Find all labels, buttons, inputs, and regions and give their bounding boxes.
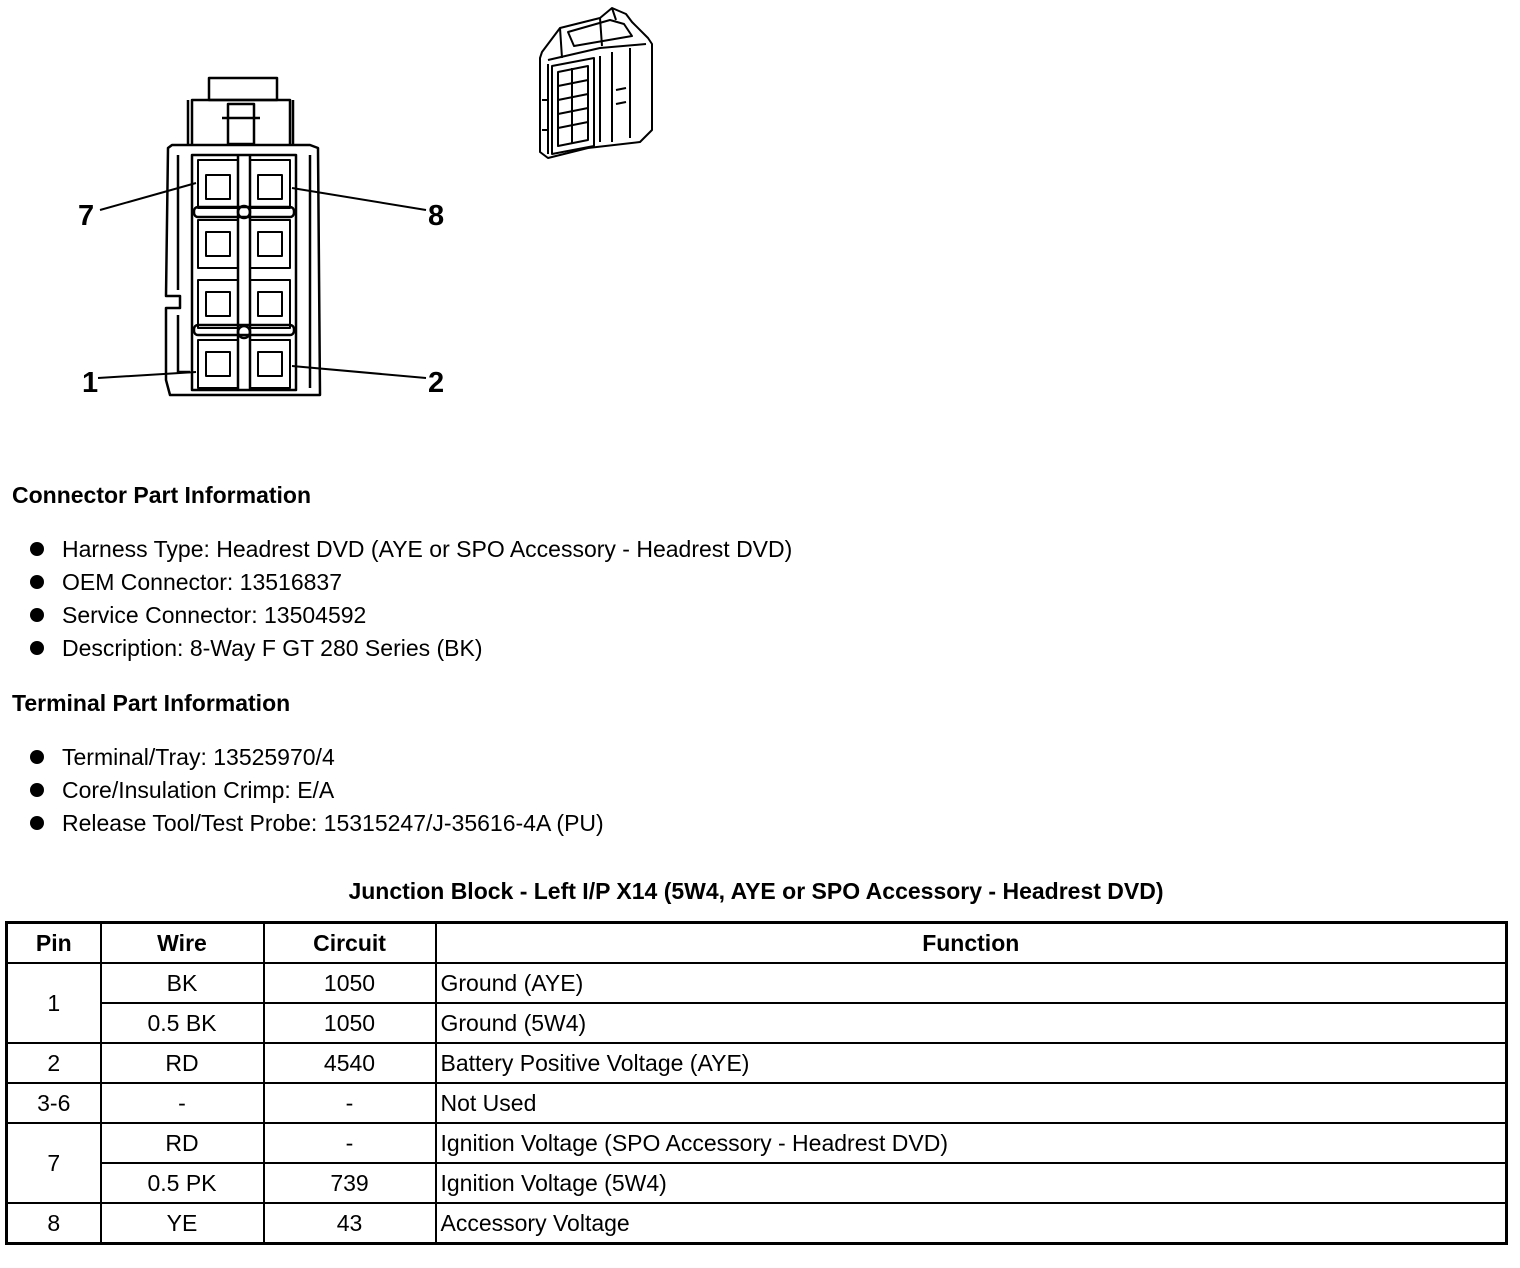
table-row	[7, 1163, 1507, 1203]
table-header-row	[7, 923, 1507, 964]
list-item	[30, 810, 604, 843]
list-item	[30, 536, 792, 569]
cell-circuit: -	[264, 1123, 436, 1163]
cell-wire: YE	[101, 1203, 264, 1244]
cell-function: Battery Positive Voltage (AYE)	[436, 1043, 1507, 1083]
list-item-text: Harness Type: Headrest DVD (AYE or SPO Accessory - Headrest DVD)	[62, 536, 793, 562]
cell-pin: 3-6	[7, 1083, 101, 1123]
cell-pin: 2	[7, 1043, 101, 1083]
cell-pin: 7	[7, 1123, 101, 1203]
cell-circuit: -	[264, 1083, 436, 1123]
list-item	[30, 777, 604, 810]
list-item	[30, 569, 792, 602]
cell-circuit: 1050	[264, 1003, 436, 1043]
cell-pin: 1	[7, 963, 101, 1043]
cell-function: Ignition Voltage (SPO Accessory - Headrest DVD)	[436, 1123, 1507, 1163]
cell-circuit: 739	[264, 1163, 436, 1203]
bullet-icon	[30, 608, 44, 622]
cell-circuit: 43	[264, 1203, 436, 1244]
connector-face-view	[98, 78, 426, 395]
pinout-table	[5, 921, 1508, 1245]
connector-info-heading: Connector Part Information	[12, 482, 312, 508]
list-item-text: Core/Insulation Crimp: E/A	[62, 777, 335, 803]
table-row	[7, 1003, 1507, 1043]
cell-pin: 8	[7, 1203, 101, 1244]
table-row	[7, 1083, 1507, 1123]
bullet-icon	[30, 783, 44, 797]
bullet-icon	[30, 816, 44, 830]
bullet-icon	[30, 750, 44, 764]
cell-function: Not Used	[436, 1083, 1507, 1123]
pin-label-8: 8	[428, 200, 445, 232]
list-item	[30, 602, 792, 635]
pin-label-1: 1	[82, 367, 99, 399]
bullet-icon	[30, 641, 44, 655]
cell-wire: RD	[101, 1123, 264, 1163]
table-row	[7, 1123, 1507, 1163]
header-pin: Pin	[7, 923, 101, 964]
connector-info-list	[30, 536, 792, 668]
cell-wire: 0.5 PK	[101, 1163, 264, 1203]
cell-function: Accessory Voltage	[436, 1203, 1507, 1244]
list-item	[30, 744, 604, 777]
list-item-text: Release Tool/Test Probe: 15315247/J-35616-4A (PU)	[62, 810, 604, 836]
cell-circuit: 4540	[264, 1043, 436, 1083]
table-row	[7, 963, 1507, 1003]
header-circuit: Circuit	[264, 923, 436, 964]
cell-function: Ignition Voltage (5W4)	[436, 1163, 1507, 1203]
header-wire: Wire	[101, 923, 264, 964]
bullet-icon	[30, 575, 44, 589]
list-item	[30, 635, 792, 668]
cell-wire: 0.5 BK	[101, 1003, 264, 1043]
list-item-text: OEM Connector: 13516837	[62, 569, 343, 595]
cell-wire: -	[101, 1083, 264, 1123]
cell-function: Ground (5W4)	[436, 1003, 1507, 1043]
pin-label-2: 2	[428, 367, 445, 399]
header-function: Function	[436, 923, 1507, 964]
cell-function: Ground (AYE)	[436, 963, 1507, 1003]
list-item-text: Description: 8-Way F GT 280 Series (BK)	[62, 635, 483, 661]
table-title: Junction Block - Left I/P X14 (5W4, AYE or SPO Accessory - Headrest DVD)	[348, 878, 1164, 904]
bullet-icon	[30, 542, 44, 556]
connector-diagram	[0, 0, 700, 420]
table-row	[7, 1203, 1507, 1244]
pin-label-7: 7	[78, 200, 95, 232]
terminal-info-heading: Terminal Part Information	[12, 690, 291, 716]
list-item-text: Service Connector: 13504592	[62, 602, 367, 628]
terminal-info-list	[30, 744, 604, 843]
cell-circuit: 1050	[264, 963, 436, 1003]
list-item-text: Terminal/Tray: 13525970/4	[62, 744, 335, 770]
cell-wire: BK	[101, 963, 264, 1003]
connector-iso-view	[540, 8, 652, 158]
cell-wire: RD	[101, 1043, 264, 1083]
table-row	[7, 1043, 1507, 1083]
